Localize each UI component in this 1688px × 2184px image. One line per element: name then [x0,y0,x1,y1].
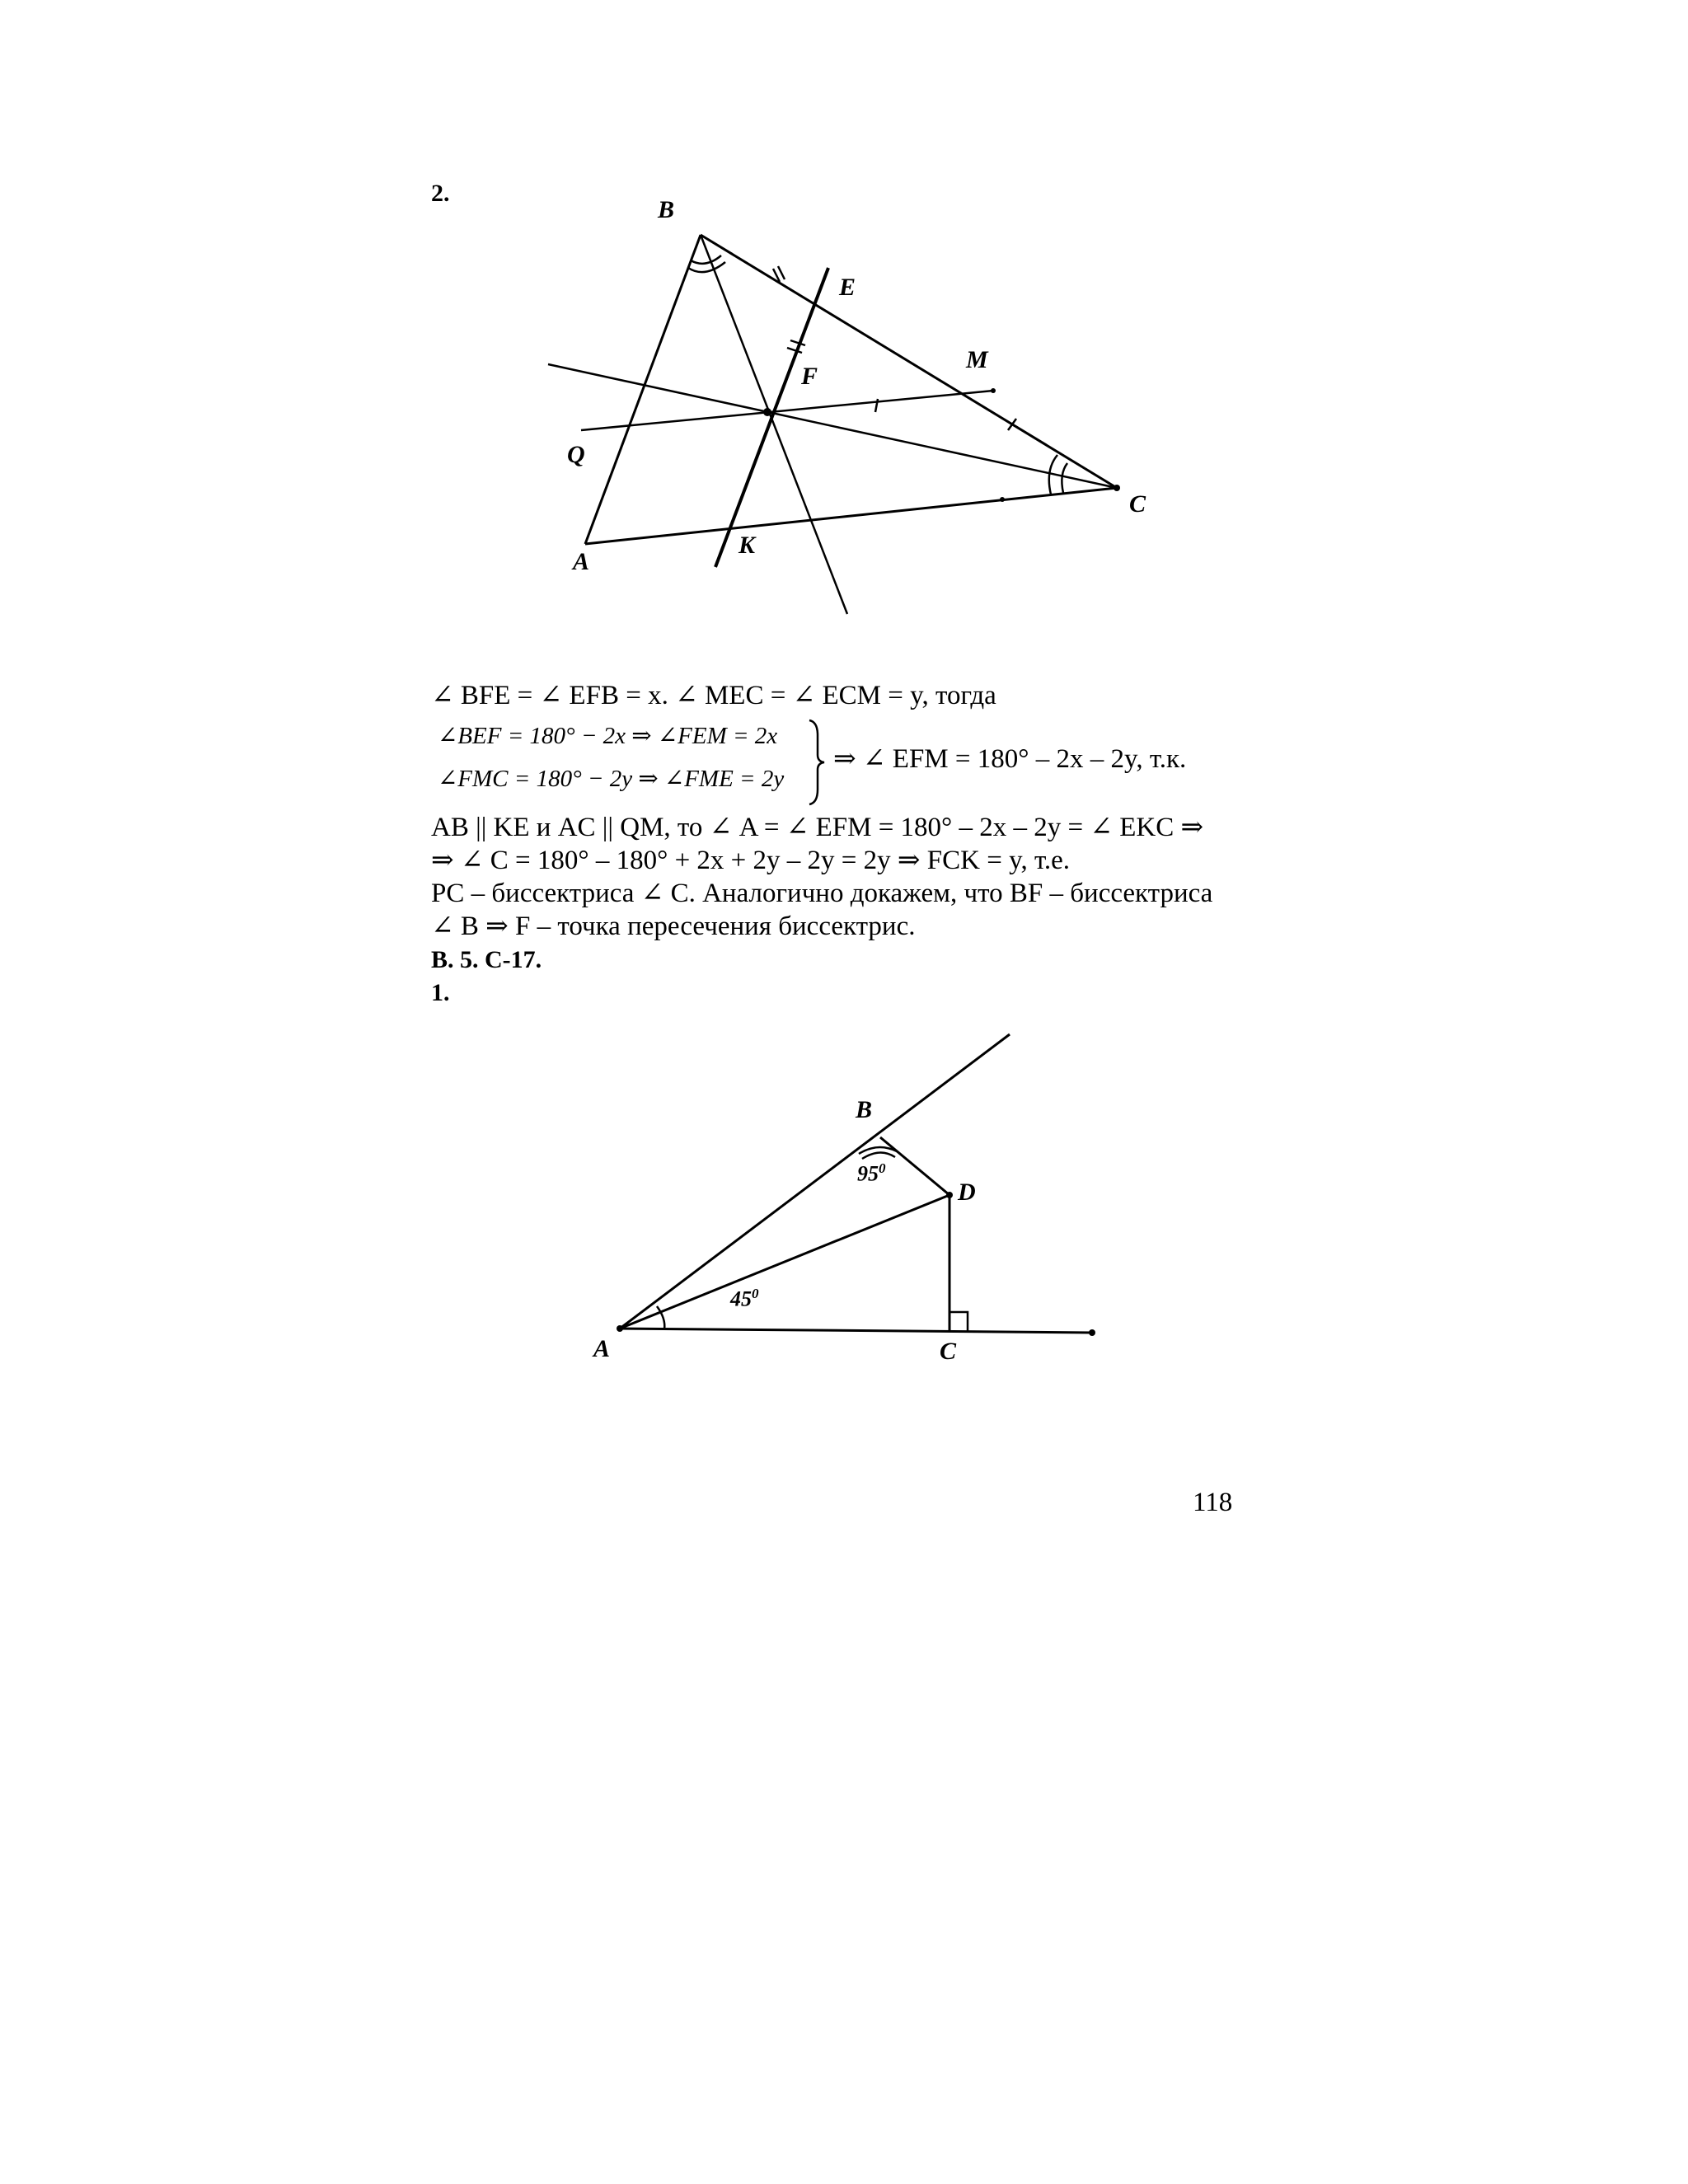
angle-arc-b-inner [691,255,721,264]
point-end [1089,1329,1095,1336]
figure-triangle-bisectors [495,190,1195,635]
equation-2: ∠FMC = 180° − 2y ⇒ ∠FME = 2y [438,766,785,792]
segment-bd [880,1137,950,1195]
point-a [617,1325,623,1332]
label-e: E [839,274,856,301]
tick-fm [875,399,878,412]
label-d: D [958,1179,976,1206]
angle-arc-b-inner [862,1152,895,1159]
ray-ac [620,1329,1092,1333]
right-angle-mark [950,1312,968,1332]
tick-ef-1 [787,348,802,353]
equation-1: ∠BEF = 180° − 2x ⇒ ∠FEM = 2x [438,723,778,749]
ray-ab [620,1034,1010,1329]
side-ac [585,488,1117,544]
angle-label-45 [730,1286,759,1312]
figure-2-svg [560,1014,1104,1409]
point-m [991,388,996,393]
line-qm [581,391,993,430]
tick-mc [1008,419,1016,430]
label-f: F [801,363,818,390]
angle-value-45: 45 [730,1286,752,1311]
label-q: Q [567,441,585,468]
point-c [1114,485,1120,491]
side-ba [585,235,701,544]
figure-angle-construction [560,1014,1104,1409]
equation-system [431,719,1255,808]
tick-be-2 [778,266,785,279]
equation-result: ⇒ ∠ EFM = 180° – 2x – 2y, т.к. [833,744,1187,774]
text-line-parallel: AB || KE и AC || QM, то ∠ A = ∠ EFM = 180° – 2x – 2y = ∠ EKC ⇒ [431,813,1204,842]
angle-degree-45: 0 [752,1286,759,1301]
text-line-angle-c: ⇒ ∠ C = 180° – 180° + 2x + 2y – 2y = 2y ⇒ FCK = y, т.е. [431,846,1071,875]
text-line-conclusion: ∠ B ⇒ F – точка пересечения биссектрис. [431,912,916,941]
label-c: C [1129,490,1146,518]
text-line-bisector-pc: PC – биссектриса ∠ C. Аналогично докажем, что BF – биссектриса [431,879,1213,908]
angle-degree-95: 0 [879,1160,886,1176]
label-b2: B [856,1096,873,1123]
label-m: M [966,346,988,373]
segment-ab [584,190,585,237]
point-d [946,1192,953,1198]
point-f [763,408,771,416]
angle-label-95 [857,1160,886,1187]
point-marker-ac [1000,497,1005,502]
label-b: B [658,196,675,223]
label-a2: A [593,1335,611,1362]
text-line-angles: ∠ BFE = ∠ EFB = x. ∠ MEC = ∠ ECM = y, тогда [431,681,996,710]
label-k: K [738,532,756,559]
side-bc [701,235,1117,488]
figure-1-svg [495,190,1195,635]
label-a: A [573,548,590,575]
variant-heading: В. 5. С-17. [431,946,542,973]
segment-ad [620,1195,950,1329]
label-c2: C [940,1338,957,1365]
page-number: 118 [1193,1488,1233,1517]
problem-number-1: 1. [431,979,450,1006]
problem-number-2: 2. [431,180,450,207]
right-brace [806,719,831,806]
side-ab [584,235,585,237]
angle-value-95: 95 [857,1161,879,1186]
